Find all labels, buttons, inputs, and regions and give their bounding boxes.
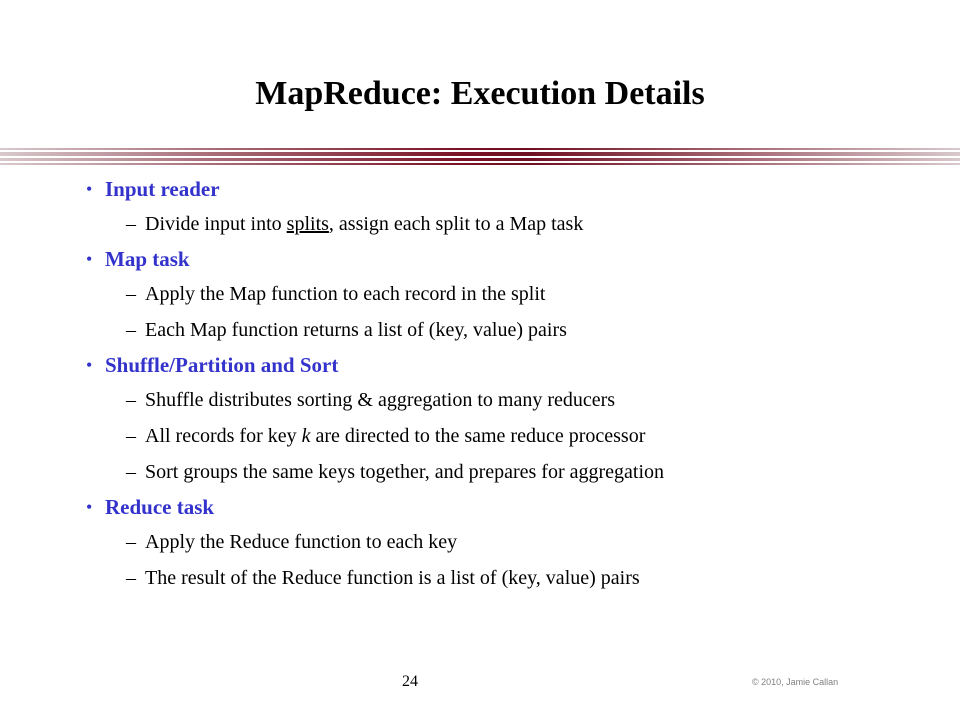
sub-bullet-item <box>0 524 960 560</box>
bullet-dot-icon: • <box>86 497 93 517</box>
bullet-heading: Shuffle/Partition and Sort <box>105 353 339 377</box>
sub-bullet-item <box>0 276 960 312</box>
title-divider-line <box>0 163 960 165</box>
sub-bullet-item <box>0 312 960 348</box>
sub-bullet-text: Apply the Map function to each record in the split <box>145 283 546 305</box>
sub-bullet-text <box>145 206 583 242</box>
title-divider-line <box>0 152 960 156</box>
text-run: , assign each split to a Map task <box>328 213 584 235</box>
text-run: Divide input into <box>145 213 287 235</box>
sub-bullet-text: Shuffle distributes sorting & aggregation to many reducers <box>145 389 616 411</box>
dash-icon: – <box>126 213 136 235</box>
dash-icon: – <box>126 389 136 411</box>
bullet-heading: Input reader <box>105 177 220 201</box>
italic-term: k <box>301 425 311 447</box>
dash-icon: – <box>126 531 136 553</box>
dash-icon: – <box>126 567 136 589</box>
bullet-item-reduce-task <box>0 490 960 524</box>
dash-icon: – <box>126 425 136 447</box>
sub-bullet-text: Sort groups the same keys together, and prepares for aggregation <box>145 461 665 483</box>
bullet-list <box>0 172 960 596</box>
dash-icon: – <box>126 319 136 341</box>
bullet-heading: Map task <box>105 247 190 271</box>
slide-title: MapReduce: Execution Details <box>255 75 705 112</box>
underlined-term: splits <box>286 213 329 235</box>
sub-bullet-item <box>0 382 960 418</box>
dash-icon: – <box>126 283 136 305</box>
sub-bullet-text: The result of the Reduce function is a list of (key, value) pairs <box>145 567 640 589</box>
copyright-notice: © 2010, Jamie Callan <box>752 677 839 687</box>
dash-icon: – <box>126 461 136 483</box>
text-run: All records for key <box>145 425 302 447</box>
sub-bullet-text: Each Map function returns a list of (key, value) pairs <box>145 319 567 341</box>
sub-bullet-text: Apply the Reduce function to each key <box>145 531 458 553</box>
title-divider-line <box>0 148 960 150</box>
sub-bullet-text <box>145 418 645 454</box>
page-number: 24 <box>402 673 418 690</box>
bullet-item-input-reader <box>0 172 960 206</box>
bullet-dot-icon: • <box>86 355 93 375</box>
bullet-dot-icon: • <box>86 249 93 269</box>
bullet-item-shuffle-partition-sort <box>0 348 960 382</box>
sub-bullet-item <box>0 418 960 454</box>
title-divider-line <box>0 158 960 161</box>
bullet-heading: Reduce task <box>105 495 215 519</box>
bullet-item-map-task <box>0 242 960 276</box>
text-run: are directed to the same reduce processor <box>310 425 646 447</box>
sub-bullet-item <box>0 206 960 242</box>
bullet-dot-icon: • <box>86 179 93 199</box>
sub-bullet-item <box>0 560 960 596</box>
sub-bullet-item <box>0 454 960 490</box>
